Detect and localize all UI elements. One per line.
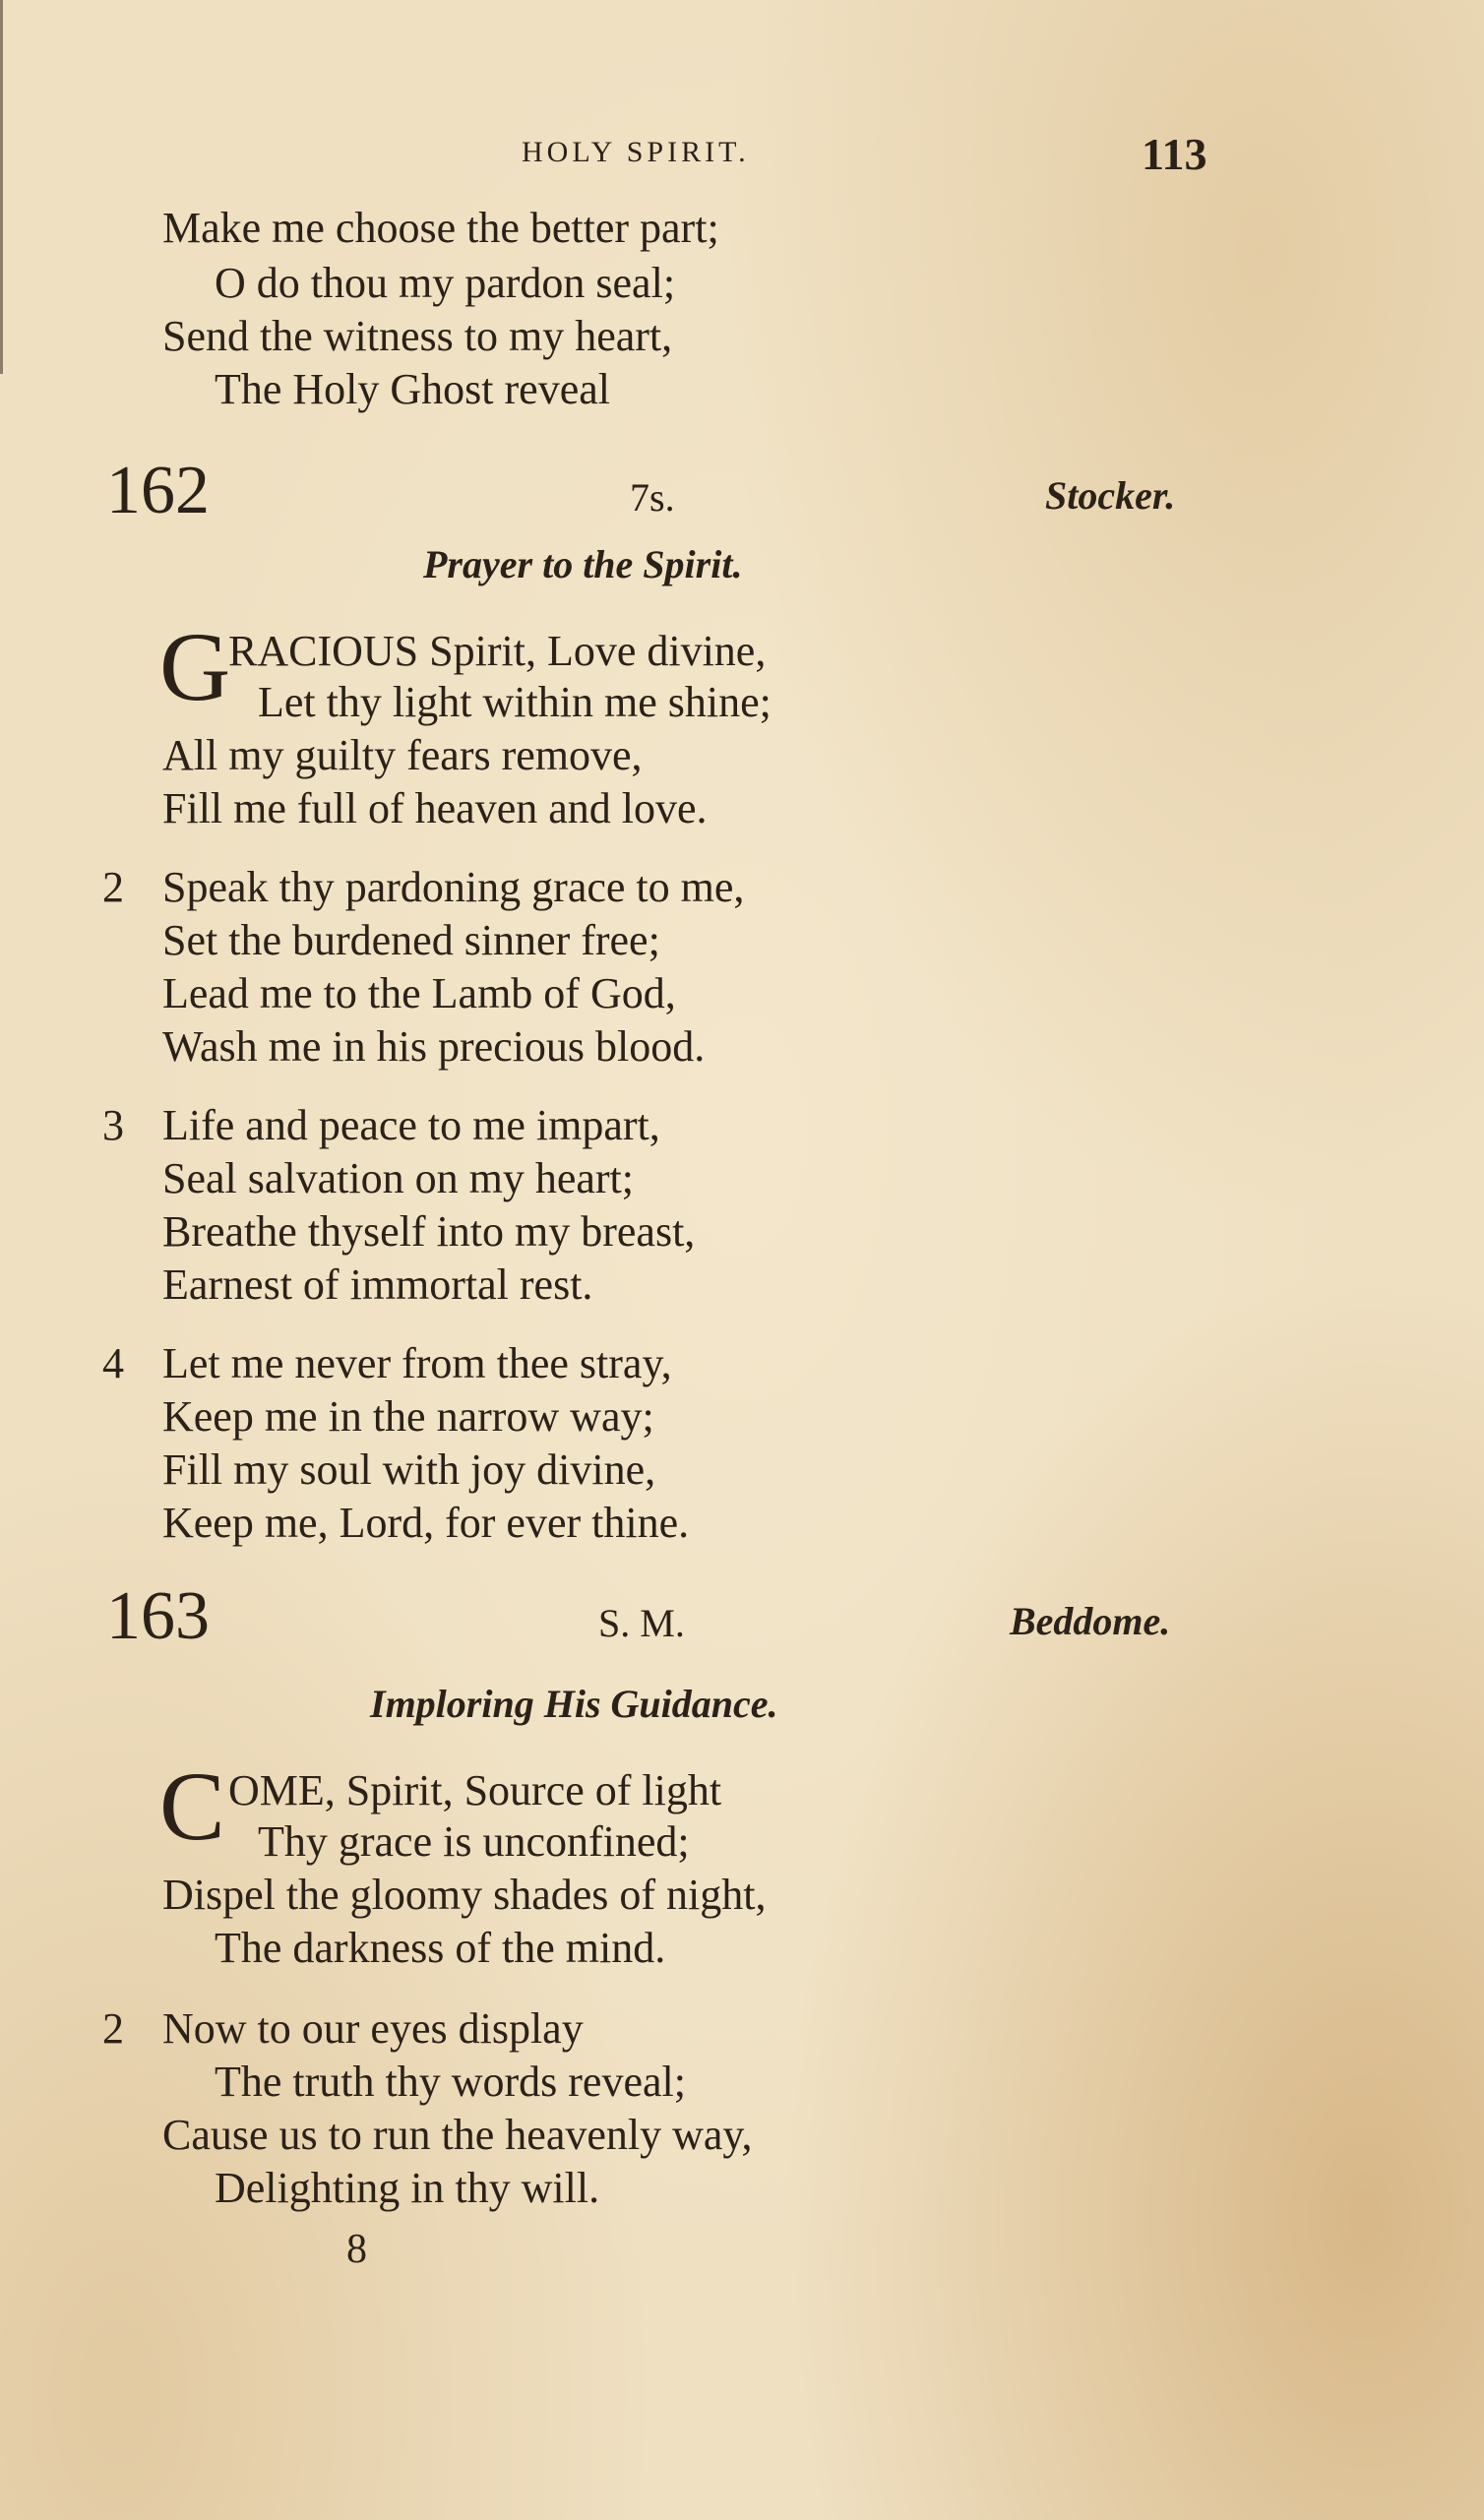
verse-line: Speak thy pardoning grace to me,	[162, 863, 745, 911]
verse-line: All my guilty fears remove,	[162, 731, 643, 779]
verse-line: Earnest of immortal rest.	[162, 1260, 593, 1309]
verse-line: Life and peace to me impart,	[162, 1101, 660, 1149]
verse-number: 2	[102, 2004, 124, 2053]
verse-line: RACIOUS Spirit, Love divine,	[228, 627, 767, 675]
page-number: 113	[1142, 129, 1207, 179]
hymn-tune: Beddome.	[1010, 1599, 1171, 1643]
running-head	[0, 128, 1484, 177]
verse-line: Wash me in his precious blood.	[162, 1022, 706, 1071]
verse-line: Fill me full of heaven and love.	[162, 784, 708, 832]
prev-hymn-line: O do thou my pardon seal;	[215, 259, 676, 307]
running-head-title: HOLY SPIRIT.	[522, 136, 750, 168]
verse-line: Now to our eyes display	[162, 2004, 584, 2053]
drop-cap: G	[159, 612, 231, 721]
verse-line: Fill my soul with joy divine,	[162, 1445, 656, 1494]
hymn-header	[0, 1578, 1484, 1661]
signature-mark: 8	[346, 2227, 367, 2272]
verse-line: The truth thy words reveal;	[215, 2058, 686, 2106]
verse-line: Cause us to run the heavenly way,	[162, 2111, 753, 2159]
drop-cap: C	[159, 1752, 225, 1861]
hymn-meter: S. M.	[598, 1601, 685, 1645]
verse-line: OME, Spirit, Source of light	[228, 1766, 722, 1814]
verse-line: Let me never from thee stray,	[162, 1339, 672, 1387]
verse-line: Thy grace is unconfined;	[258, 1817, 690, 1866]
verse-number: 2	[102, 863, 124, 911]
hymn-number: 162	[106, 453, 210, 528]
binding-edge	[0, 0, 17, 374]
hymn-header	[0, 453, 1484, 535]
hymn-tune: Stocker.	[1045, 473, 1176, 518]
verse-line: Keep me, Lord, for ever thine.	[162, 1499, 690, 1547]
verse-line: Keep me in the narrow way;	[162, 1392, 654, 1441]
hymn-number: 163	[106, 1578, 210, 1654]
verse-line: Breathe thyself into my breast,	[162, 1207, 696, 1256]
verse-line: Let thy light within me shine;	[258, 678, 772, 726]
hymn-subtitle: Imploring His Guidance.	[370, 1682, 778, 1726]
verse-line: Set the burdened sinner free;	[162, 916, 660, 964]
hymn-subtitle: Prayer to the Spirit.	[423, 542, 743, 586]
verse-number: 4	[102, 1339, 124, 1387]
verse-line: Dispel the gloomy shades of night,	[162, 1871, 767, 1919]
hymn-meter: 7s.	[630, 475, 675, 520]
prev-hymn-line: Make me choose the better part;	[162, 204, 719, 252]
prev-hymn-line: The Holy Ghost reveal	[215, 365, 610, 413]
verse-number: 3	[102, 1101, 124, 1149]
prev-hymn-line: Send the witness to my heart,	[162, 312, 673, 360]
verse-line: Seal salvation on my heart;	[162, 1154, 634, 1202]
verse-line: The darkness of the mind.	[215, 1924, 666, 1972]
verse-line: Lead me to the Lamb of God,	[162, 969, 676, 1017]
verse-line: Delighting in thy will.	[215, 2164, 600, 2212]
